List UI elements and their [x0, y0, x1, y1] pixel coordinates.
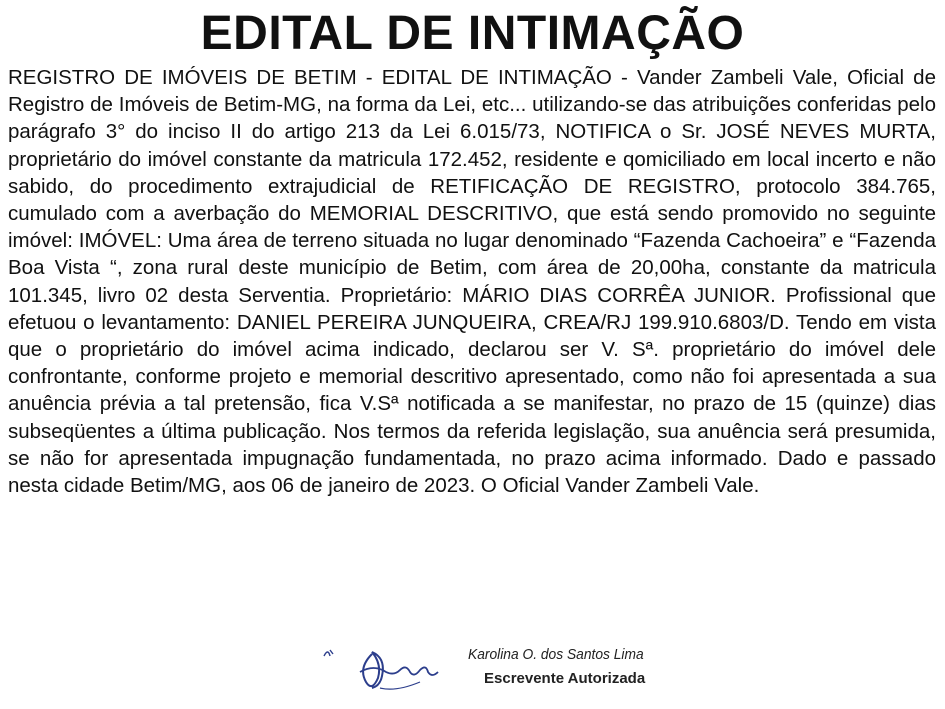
- notice-title: EDITAL DE INTIMAÇÃO: [200, 7, 745, 60]
- signer-role: Escrevente Autorizada: [484, 670, 646, 687]
- handwritten-signature: [320, 636, 460, 696]
- notice-body: REGISTRO DE IMÓVEIS DE BETIM - EDITAL DE INTIMAÇÃO - Vander Zambeli Vale, Oficial de Registro de Imóveis de Betim-MG, na forma da Lei, etc... utilizando-se das atribuições conferidas pelo parágrafo 3° do inciso II do artigo 213 da Lei 6.015/73, NOTIFICA o Sr. JOSÉ NEVES MURTA, proprietário do imóvel constante da matricula 172.452, residente e qomiciliado em local incerto e não sabido, do procedimento extrajudicial de RETIFICAÇÃO DE REGISTRO, protocolo 384.765, cumulado com a averbação do MEMORIAL DESCRITIVO, que está sendo promovido no seguinte imóvel: IMÓVEL: Uma área de terreno situada no lugar denominado “Fazenda Cachoeira” e “Fazenda Boa Vista “, zona rural deste município de Betim, com área de 20,00ha, constante da matricula 101.345, livro 02 desta Serventia. Proprietário: MÁRIO DIAS CORRÊA JUNIOR. Profissional que efetuou o levantamento: DANIEL PEREIRA JUNQUEIRA, CREA/RJ 199.910.6803/D. Tendo em vista que o proprietário do imóvel acima indicado, declarou ser V. Sª. proprietário do imóvel dele confrontante, conforme projeto e memorial descritivo apresentado, como não foi apresentada a sua anuência prévia a tal pretensão, fica V.Sª notificada a se manifestar, no prazo de 15 (quinze) dias subseqüentes a última publicação. Nos termos da referida legislação, sua anuência será presumida, se não for apresentada impugnação fundamentada, no prazo acima informado. Dado e passado nesta cidade Betim/MG, aos 06 de janeiro de 2023. O Oficial Vander Zambeli Vale.: [8, 66, 936, 498]
- signer-name: Karolina O. dos Santos Lima: [468, 646, 644, 663]
- signature-block: [320, 636, 680, 702]
